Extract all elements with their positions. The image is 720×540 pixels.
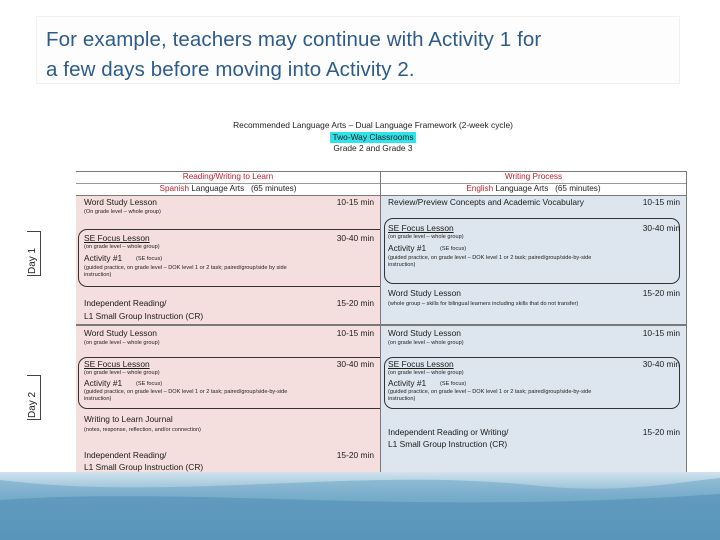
left-row-5-journal-sub: (notes, response, reflection, and/or connection) xyxy=(84,427,201,433)
right-row-2-time: 30-40 min xyxy=(642,223,680,233)
left-row-5-sub2: (guided practice, on grade level – DOK level 1 or 2 task; paired/group/side-by-side xyxy=(84,389,288,395)
left-row-2-focus: (SE focus) xyxy=(136,256,163,262)
right-row-3-sub: (whole group – skills for bilingual learners including skills that do not transfer) xyxy=(388,301,579,307)
right-row-5-sub: (on grade level – whole group) xyxy=(388,370,464,376)
right-row-5-title: SE Focus Lesson xyxy=(388,359,454,369)
left-row-2-sub: (on grade level – whole group) xyxy=(84,244,160,250)
left-row-5-sub3: instruction) xyxy=(84,396,112,402)
right-row-2-focus: (SE focus) xyxy=(440,246,467,252)
grid-line xyxy=(76,171,687,172)
left-header-title: Reading/Writing to Learn xyxy=(182,172,274,181)
right-row-2-title: SE Focus Lesson xyxy=(388,223,454,233)
right-row-6-time: 15-20 min xyxy=(642,427,680,437)
grid-right-border xyxy=(686,171,687,473)
right-header-title: Writing Process xyxy=(504,172,563,181)
right-row-4-title: Word Study Lesson xyxy=(388,328,461,338)
left-row-1-sub: (On grade level – whole group) xyxy=(84,209,161,215)
grid-line xyxy=(76,183,687,184)
left-row-4-title: Word Study Lesson xyxy=(84,328,157,338)
grade-levels: Grade 2 and Grade 3 xyxy=(333,143,413,153)
right-header-minutes: (65 minutes) xyxy=(555,184,601,193)
right-row-1-title: Review/Preview Concepts and Academic Vocabulary xyxy=(388,197,584,207)
left-header-lang: Spanish xyxy=(159,184,190,193)
right-row-2-sub3: instruction) xyxy=(388,262,416,268)
right-row-5-time: 30-40 min xyxy=(642,359,680,369)
right-row-5-activity: Activity #1 xyxy=(388,378,427,388)
day-separator-line xyxy=(76,324,687,326)
left-row-3-time: 15-20 min xyxy=(336,298,374,308)
right-row-4-time: 10-15 min xyxy=(642,328,680,338)
day-1-label: Day 1 xyxy=(27,247,38,274)
wave-decoration xyxy=(0,472,720,540)
left-row-2-activity: Activity #1 xyxy=(84,253,123,263)
left-header-subject: Language Arts xyxy=(191,184,245,193)
right-header-lang: English xyxy=(466,184,494,193)
grid-line xyxy=(76,195,687,196)
schedule-grid xyxy=(76,171,687,473)
left-row-2-sub2: (guided practice, on grade level – DOK level 1 or 2 task; paired/group/side by side xyxy=(84,265,287,271)
column-divider xyxy=(380,171,381,473)
right-row-1-time: 10-15 min xyxy=(642,197,680,207)
left-header-minutes: (65 minutes) xyxy=(251,184,297,193)
left-row-6-time: 15-20 min xyxy=(336,450,374,460)
right-row-2-activity: Activity #1 xyxy=(388,243,427,253)
right-row-2-sub: (on grade level – whole group) xyxy=(388,234,464,240)
document-heading xyxy=(12,120,688,155)
slide-title-line-2: a few days before moving into Activity 2. xyxy=(46,58,415,81)
left-row-5-activity: Activity #1 xyxy=(84,378,123,388)
left-row-5-title: SE Focus Lesson xyxy=(84,359,150,369)
left-row-5-sub: (on grade level – whole group) xyxy=(84,370,160,376)
left-row-2-sub3: instruction) xyxy=(84,272,112,278)
slide-title-line-1: For example, teachers may continue with Activity 1 for xyxy=(46,28,542,51)
decorative-bottom-band xyxy=(0,472,720,540)
left-row-3-title2: L1 Small Group Instruction (CR) xyxy=(84,311,204,321)
left-row-1-time: 10-15 min xyxy=(336,197,374,207)
left-row-4-sub: (on grade level – whole group) xyxy=(84,340,160,346)
right-row-2-sub2: (guided practice, on grade level – DOK level 1 or 2 task; paired/group/side-by-side xyxy=(388,255,592,261)
classroom-type-highlight: Two-Way Classrooms xyxy=(332,131,414,142)
framework-document-image xyxy=(12,111,688,473)
left-row-2-title: SE Focus Lesson xyxy=(84,233,150,243)
right-row-6-title2: L1 Small Group Instruction (CR) xyxy=(388,439,508,449)
left-row-6-title: Independent Reading/ xyxy=(84,450,167,460)
right-row-6-title: Independent Reading or Writing/ xyxy=(388,427,509,437)
right-row-5-focus: (SE focus) xyxy=(440,381,467,387)
left-row-5-focus: (SE focus) xyxy=(136,381,163,387)
slide-title xyxy=(36,16,680,84)
right-row-4-sub: (on grade level – whole group) xyxy=(388,340,464,346)
right-row-5-sub3: instruction) xyxy=(388,396,416,402)
right-row-3-title: Word Study Lesson xyxy=(388,288,461,298)
left-row-1-title: Word Study Lesson xyxy=(84,197,157,207)
right-header-subject: Language Arts xyxy=(495,184,549,193)
right-row-5-sub2: (guided practice, on grade level – DOK level 1 or 2 task; paired/group/side-by-side xyxy=(388,389,592,395)
left-row-5-time: 30-40 min xyxy=(336,359,374,369)
framework-title: Recommended Language Arts – Dual Language Framework (2-week cycle) xyxy=(233,120,513,130)
right-row-3-time: 15-20 min xyxy=(642,288,680,298)
left-row-2-time: 30-40 min xyxy=(336,233,374,243)
left-row-4-time: 10-15 min xyxy=(336,328,374,338)
left-row-6-title2: L1 Small Group Instruction (CR) xyxy=(84,462,204,472)
day-2-label: Day 2 xyxy=(27,391,38,418)
left-row-3-title: Independent Reading/ xyxy=(84,298,167,308)
left-row-5-journal: Writing to Learn Journal xyxy=(84,414,173,424)
